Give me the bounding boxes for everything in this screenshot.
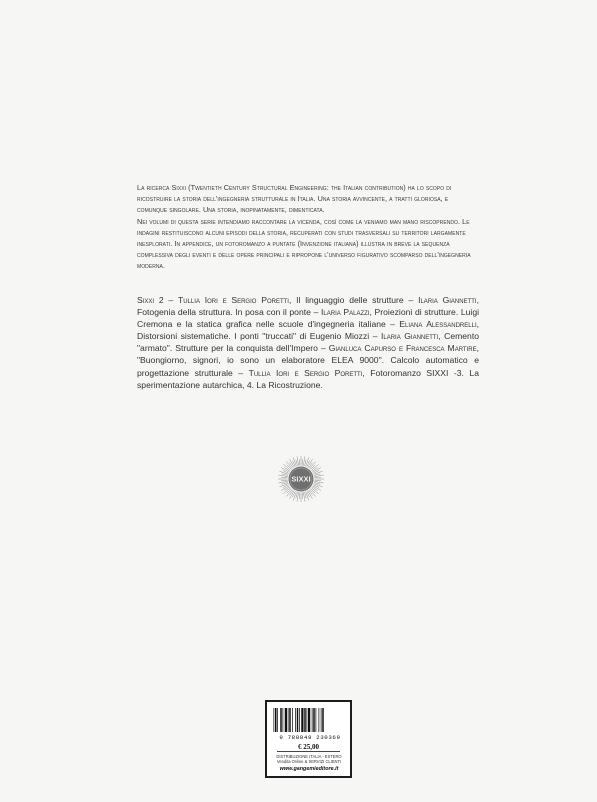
item-title: Fotoromanzo SIXXI -3. La sperimentazione autarchica, 4. La Ricostruzione. [137,367,479,390]
logo-ray [309,490,313,495]
logo-ray [306,457,309,466]
sixxi-logo [277,455,325,503]
price: € 25,00 [298,743,319,751]
barcode-bar [280,708,282,732]
logo-ray [314,477,320,478]
barcode-bar [312,708,313,732]
logo-ray [299,459,300,465]
barcode-bar [275,708,277,732]
barcode-bars [273,708,345,732]
logo-ray [312,487,317,491]
distribution-line: Vendita Online & SERVIZI CLIENTI [276,759,342,764]
distribution-line: DISTRIBUZIONE ITALIA - ESTERO [276,754,342,759]
contents-list: Sixxi 2 – Tullia Iori e Sergio Poretti, Il linguaggio delle strutture – Ilaria Giannetti, Fotogenia della struttura. In posa con il ponte – Ilaria Palazzi, Proiezioni di strutture. Luigi Cremona e la statica grafica nelle scuole d'ingegneria italiane – Eliana Alessandrelli, Distorsioni sistematiche. I ponti "truccati" di Eugenio Miozzi – Ilaria Giannetti, Cemento "armato". Strutture per la conquista dell'Impero – Gianluca Capurso e Francesca Martire, "Buongiorno, signori, io sono un elaboratore ELEA 9000". Calcolo automatico e progettazione strutturale – Tullia Iori e Sergio Poretti, Fotoromanzo SIXXI -3. La sperimentazione autarchica, 4. La Ricostruzione. [137,295,480,390]
item-title: Fotogenia della struttura. In posa con il ponte [137,307,311,318]
logo-ray [312,468,317,472]
barcode-bar [295,708,296,732]
barcode-bar [289,708,291,732]
barcode-bar [316,708,317,732]
logo-ray [306,492,309,501]
logo-ray [299,492,300,498]
logo-ray [285,468,290,472]
barcode-bar [322,708,324,732]
barcode-bar [274,708,275,732]
item-authors: Ilaria Giannetti [418,295,477,305]
item-authors: Tullia Iori e Sergio Poretti [178,295,289,305]
barcode-bar [297,708,299,732]
isbn-number: 9 788849 230369 [279,734,341,741]
logo-ray [290,463,294,468]
barcode-bar [292,708,293,732]
barcode-bar [307,708,308,732]
barcode-bar [321,708,322,732]
publisher-website: www.gangemieditore.it [279,766,339,772]
logo-ray [279,471,288,474]
logo-ray [281,477,287,478]
barcode-bar [319,708,320,732]
barcode-sticker [265,700,352,778]
item-authors: Eliana Alessandrelli [399,319,477,330]
series-description [137,182,473,272]
barcode-bar [285,708,287,732]
logo-ray [281,480,287,481]
barcode-bar [304,708,306,732]
description-paragraph: Nei volumi di questa serie intendiamo raccontare la vicenda, così come la veniamo man mano riscoprendo. Le indagini restituiscono alcuni episodi della storia, recuperati con studi trasversali su territori largamente inesplorati. In appendice, un fotoromanzo a puntate (Invenzione italiana) illustra in breve la sequenza complessiva degli eventi e delle opere principali e ripropone l'universo figurativo scomparso dell'ingegneria moderna. [137,216,471,271]
item-title: Distorsioni sistematiche. I ponti "truccati" di Eugenio Miozzi [137,331,370,342]
logo-text: SIXXI [291,474,311,484]
logo-ray [290,490,294,495]
logo-ray [285,487,290,491]
barcode-bar [313,708,315,732]
distribution-info [271,754,347,764]
logo-ray [314,480,320,481]
description-paragraph: La ricerca Sixxi (Twentieth Century Structural Engineering: the Italian contribution) ha lo scopo di ricostruire la storia dell'ingegneria strutturale in Italia. Una storia avvincente, a tratti gloriosa, e comunque singolare. Una storia, inopinatamente, dimenticata. [137,183,452,215]
item-authors: Tullia Iori e Sergio Poretti [248,367,363,378]
item-authors: Gianluca Capurso e Francesca Martire [328,343,477,354]
logo-ray [293,492,296,501]
barcode-bar [277,708,278,732]
barcode-bar [308,708,310,732]
item-title: Il linguaggio delle strutture [296,295,404,305]
logo-ray [302,492,303,498]
item-title: Cemento "armato". Strutture per la conquista dell'Impero [137,331,479,354]
item-authors: Ilaria Palazzi [321,307,370,318]
logo-ray [302,459,303,465]
divider [277,751,340,752]
logo-ray [309,463,313,468]
item-title: Proiezioni di strutture. Luigi Cremona e la statica grafica nelle scuole d'ingegneria italiane [137,307,480,330]
logo-ray [314,484,323,487]
barcode-bar [301,708,303,732]
barcode-bar [299,708,300,732]
item-authors: Ilaria Giannetti [380,331,439,342]
barcode-bar [288,708,289,732]
logo-ray [293,457,296,466]
item-title: "Buongiorno, signori, io sono un elaboratore ELEA 9000". Calcolo automatico e progettazione strutturale [137,355,479,378]
logo-ray [314,471,323,474]
logo-ray [279,484,288,487]
series-label: Sixxi 2 [137,295,164,305]
barcode-bar [283,708,284,732]
